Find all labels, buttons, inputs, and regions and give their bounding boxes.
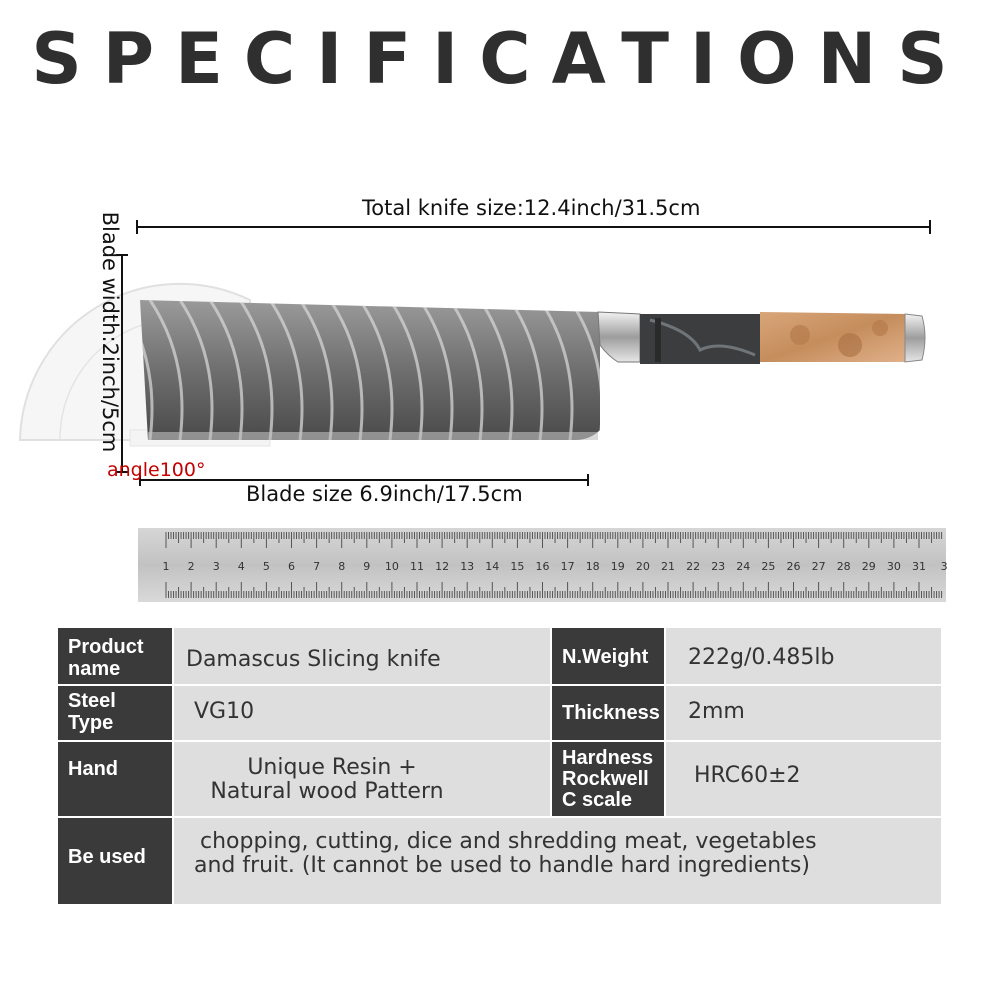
ruler-number: 16 xyxy=(535,560,550,573)
ruler-number: 28 xyxy=(836,560,851,573)
ruler-number: 6 xyxy=(288,560,295,573)
ruler-number: 23 xyxy=(711,560,726,573)
ruler-number: 14 xyxy=(485,560,500,573)
ruler-graphic xyxy=(138,528,946,602)
ruler-number: 25 xyxy=(761,560,776,573)
blade-width-label: Blade width:2inch/5cm xyxy=(98,211,122,453)
hand-value-line-2: Natural wood Pattern xyxy=(210,779,444,804)
ruler-number: 15 xyxy=(510,560,525,573)
ruler xyxy=(138,528,946,602)
ruler-number: 9 xyxy=(363,560,371,573)
weight-value xyxy=(666,628,941,684)
knife-bolster xyxy=(598,312,640,362)
knife-end-cap xyxy=(905,314,925,362)
ruler-number: 18 xyxy=(585,560,600,573)
usage-value xyxy=(174,818,941,904)
ruler-number: 13 xyxy=(460,560,475,573)
ruler-number: 12 xyxy=(435,560,450,573)
ruler-number: 29 xyxy=(861,560,876,573)
hand-value xyxy=(174,742,550,816)
usage-line-1: chopping, cutting, dice and shredding meat, vegetables xyxy=(200,829,817,854)
hardness-label: Hardness Rockwell C scale xyxy=(552,742,664,816)
thickness-text: 2mm xyxy=(688,699,745,724)
spec-row-product xyxy=(58,628,941,684)
ruler-number: 27 xyxy=(811,560,826,573)
weight-label: N.Weight xyxy=(552,628,664,684)
spec-row-hand xyxy=(58,742,941,816)
product-name-text: Damascus Slicing knife xyxy=(186,647,441,672)
hardness-text: HRC60±2 xyxy=(694,763,801,788)
knife-handle-wood xyxy=(760,312,905,362)
ruler-number: 26 xyxy=(786,560,801,573)
ruler-number: 7 xyxy=(313,560,321,573)
spec-row-steel xyxy=(58,686,941,740)
ruler-number: 20 xyxy=(635,560,650,573)
hand-value-line-1: Unique Resin + xyxy=(247,755,417,780)
usage-label: Be used xyxy=(58,818,172,904)
hardness-value xyxy=(666,742,941,816)
steel-type-text: VG10 xyxy=(194,699,255,724)
product-name-value xyxy=(174,628,550,684)
thickness-label: Thickness xyxy=(552,686,664,740)
ruler-number: 22 xyxy=(686,560,701,573)
ruler-number: 10 xyxy=(384,560,399,573)
hand-label: Hand xyxy=(58,742,172,816)
spec-row-usage xyxy=(58,818,941,904)
angle-label: angle100° xyxy=(107,459,206,481)
product-name-label: Product name xyxy=(58,628,172,684)
weight-text: 222g/0.485lb xyxy=(688,645,835,670)
page-title: SPECIFICATIONS xyxy=(31,18,969,100)
blade-size-label: Blade size 6.9inch/17.5cm xyxy=(246,482,523,506)
ruler-number: 30 xyxy=(886,560,901,573)
ruler-number: 8 xyxy=(338,560,346,573)
ruler-number: 3 xyxy=(940,560,948,573)
ruler-number: 1 xyxy=(162,560,170,573)
thickness-value xyxy=(666,686,941,740)
ruler-number: 5 xyxy=(262,560,270,573)
ruler-number: 19 xyxy=(610,560,625,573)
ruler-number: 31 xyxy=(912,560,926,573)
steel-type-value xyxy=(174,686,550,740)
ruler-number: 3 xyxy=(212,560,220,573)
total-size-label: Total knife size:12.4inch/31.5cm xyxy=(362,196,701,220)
ruler-number: 2 xyxy=(187,560,195,573)
ruler-number: 17 xyxy=(560,560,575,573)
ruler-number: 4 xyxy=(237,560,245,573)
ruler-number: 11 xyxy=(410,560,424,573)
ruler-number: 21 xyxy=(661,560,675,573)
ruler-number: 24 xyxy=(736,560,751,573)
usage-line-2: and fruit. (It cannot be used to handle hard ingredients) xyxy=(194,853,810,878)
steel-type-label: Steel Type xyxy=(58,686,172,740)
